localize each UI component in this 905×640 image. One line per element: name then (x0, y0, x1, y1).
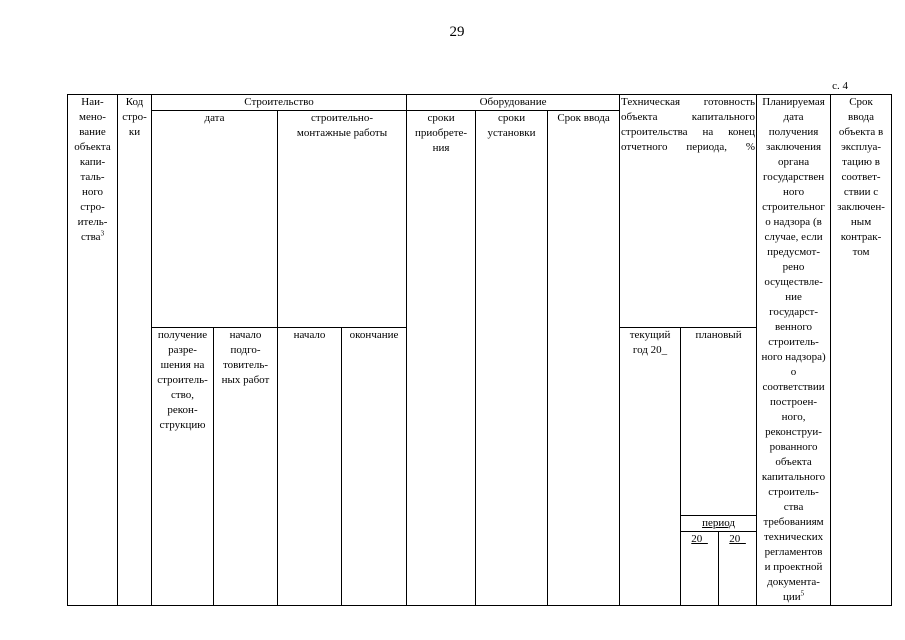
readiness-year2-header: 20_ (719, 532, 757, 606)
commissioning-term-header: Срок ввода объекта в эксплуа- тацию в соответ- ствии с заключен- ным контрак- том (831, 95, 892, 606)
readiness-period-header: период (681, 516, 757, 532)
equipment-commissioning-header: Срок ввода (548, 111, 620, 606)
construction-header: Строительство (152, 95, 407, 111)
readiness-header: Техническая готовность объекта капитального строительства на конец отчетного периода, % (620, 95, 757, 328)
purchase-terms-header: сроки приобрете- ния (407, 111, 476, 606)
equipment-header: Оборудование (407, 95, 620, 111)
construction-date-header: дата (152, 111, 278, 328)
footnote-marker: 5 (800, 589, 805, 598)
readiness-planned-header: плановый (681, 328, 757, 516)
readiness-year1-header: 20_ (681, 532, 719, 606)
permit-header: получение разре- шения на строитель- ство, рекон- струкцию (152, 328, 214, 606)
prep-works-start-header: начало подго- товитель- ных работ (214, 328, 278, 606)
footnote-marker: 3 (100, 229, 105, 238)
planned-date-header: Планируемая дата получения заключения органа государствен ного строительног о надзора (в случае, если предусмот- рено осуществле- ние государст- венного строитель- ного надзора) о соответствии построен- ного, реконструи- рованного объекта капитального строитель- ства требованиям технических регламентов и проектной документа- ции$^5$ (757, 95, 831, 606)
report-form-table (67, 94, 892, 606)
page-number: 29 (449, 24, 465, 40)
readiness-current-header: текущий год 20_ (620, 328, 681, 606)
object-name-header: Наи- мено- вание объекта капи- таль- ного стро- итель- ства$^3$ (68, 95, 118, 606)
installation-terms-header: сроки установки (476, 111, 548, 606)
row-code-header: Код стро- ки (118, 95, 152, 606)
sheet-label: с. 4 (832, 80, 848, 92)
construction-works-header: строительно- монтажные работы (278, 111, 407, 328)
works-start-header: начало (278, 328, 342, 606)
works-end-header: окончание (342, 328, 407, 606)
